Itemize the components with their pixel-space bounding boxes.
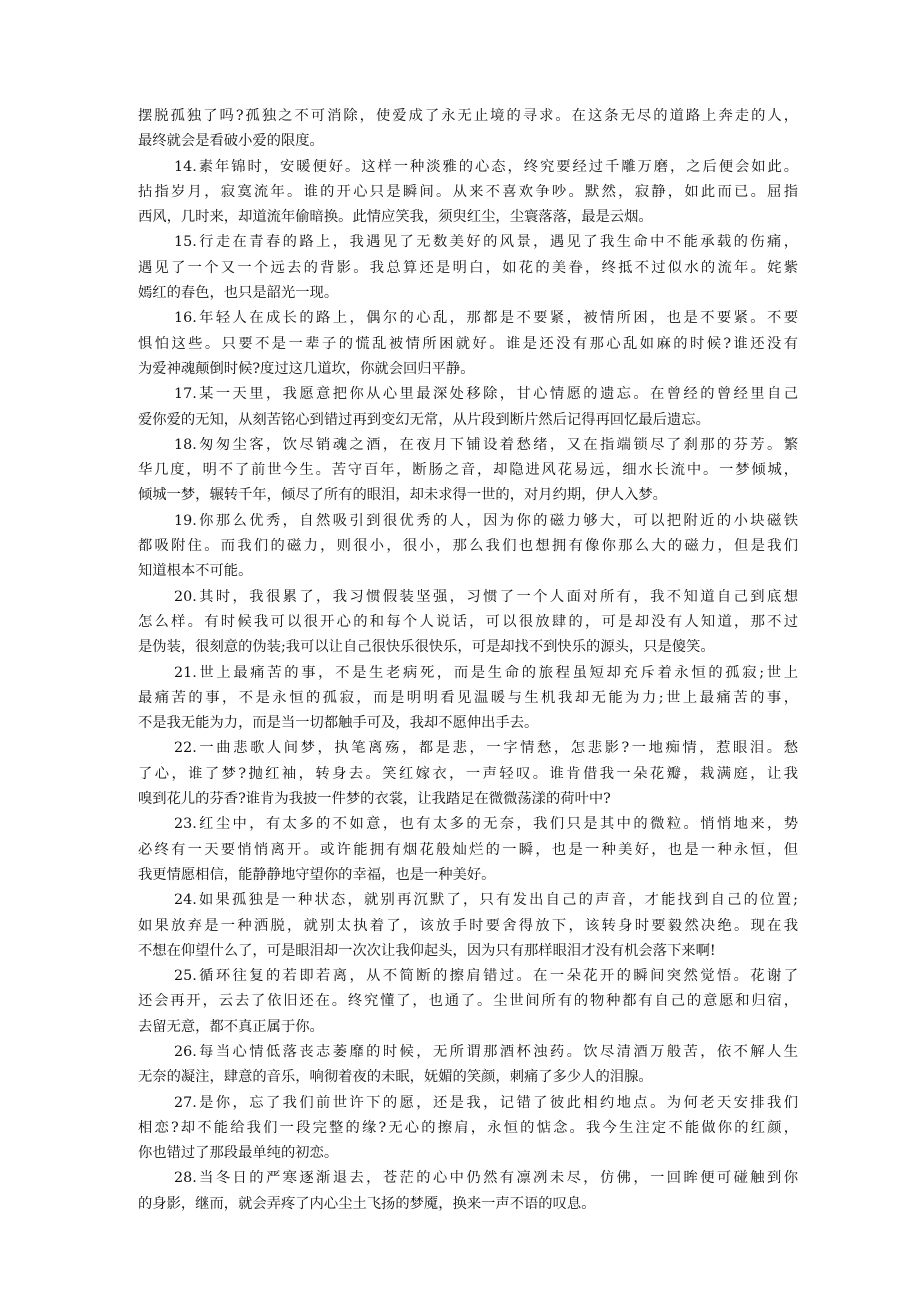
text-line: 的身影，继而，就会弄疼了内心尘土飞扬的梦魇，换来一声不语的叹息。 xyxy=(138,1195,596,1212)
text-line: 28.当冬日的严寒逐渐退去，苍茫的心中仍然有凛冽未尽，仿佛，一回眸便可碰触到你 xyxy=(174,1170,798,1187)
text-line: 21.世上最痛苦的事，不是生老病死，而是生命的旅程虽短却充斥着永恒的孤寂;世上 xyxy=(174,664,798,681)
text-line: 18.匆匆尘客，饮尽销魂之酒，在夜月下铺设着愁绪，又在指端锁尽了刹那的芬芳。繁 xyxy=(174,436,798,453)
text-line: 17.某一天里，我愿意把你从心里最深处移除，甘心情愿的遗忘。在曾经的曾经里自己 xyxy=(174,386,798,403)
text-line: 最痛苦的事，不是永恒的孤寂，而是明明看见温暖与生机我却无能为力;世上最痛苦的事， xyxy=(138,689,798,706)
text-line: 16.年轻人在成长的路上，偶尔的心乱，那都是不要紧，被情所困，也是不要紧。不要 xyxy=(174,310,798,327)
text-line: 去留无意，都不真正属于你。 xyxy=(138,1018,324,1035)
text-line: 20.其时，我很累了，我习惯假装坚强，习惯了一个人面对所有，我不知道自己到底想 xyxy=(174,588,798,605)
text-line: 惧怕这些。只要不是一辈子的慌乱被情所困就好。谁是还没有那心乱如麻的时候?谁还没有 xyxy=(138,335,798,352)
text-line: 了心，谁了梦?抛红袖，转身去。笑红嫁衣，一声轻叹。谁肯借我一朵花瓣，栽满庭，让我 xyxy=(138,765,798,782)
text-line: 倾城一梦，辗转千年，倾尽了所有的眼泪，却未求得一世的，对月约期，伊人入梦。 xyxy=(138,487,667,504)
text-line: 都吸附住。而我们的磁力，则很小，很小，那么我们也想拥有像你那么大的磁力，但是我们 xyxy=(138,538,798,555)
text-line: 19.你那么优秀，自然吸引到很优秀的人，因为你的磁力够大，可以把附近的小块磁铁 xyxy=(174,512,798,529)
text-line: 不是我无能为力，而是当一切都触手可及，我却不愿伸出手去。 xyxy=(138,715,539,732)
text-line: 相恋?却不能给我们一段完整的缘?无心的擦肩，永恒的惦念。我今生注定不能做你的红颜， xyxy=(138,1119,798,1136)
text-line: 摆脱孤独了吗?孤独之不可消除，使爱成了永无止境的寻求。在这条无尽的道路上奔走的人， xyxy=(138,108,798,124)
text-line: 23.红尘中，有太多的不如意，也有太多的无奈，我们只是其中的微粒。悄悄地来，势 xyxy=(174,816,798,833)
text-line: 我更情愿相信，能静静地守望你的幸福，也是一种美好。 xyxy=(138,866,496,883)
text-line: 无奈的凝注，肆意的音乐，响彻着夜的未眠，妩媚的笑颜，刺痛了多少人的泪腺。 xyxy=(138,1069,653,1086)
text-line: 24.如果孤独是一种状态，就别再沉默了，只有发出自己的声音，才能找到自己的位置; xyxy=(174,892,798,909)
text-line: 拈指岁月，寂寞流年。谁的开心只是瞬间。从来不喜欢争吵。默然，寂静，如此而已。屈指 xyxy=(138,183,798,200)
text-line: 怎么样。有时候我可以很开心的和每个人说话，可以很放肆的，可是却没有人知道，那不过 xyxy=(138,613,798,630)
text-line: 27.是你，忘了我们前世许下的愿，还是我，记错了彼此相约地点。为何老天安排我们 xyxy=(174,1094,798,1111)
text-line: 25.循环往复的若即若离，从不简断的擦肩错过。在一朵花开的瞬间突然觉悟。花谢了 xyxy=(174,968,798,985)
text-line: 是伪装，很刻意的伪装;我可以让自己很快乐很快乐，可是却找不到快乐的源头，只是傻笑。 xyxy=(138,639,715,656)
text-line: 如果放弃是一种洒脱，就别太执着了，该放手时要舍得放下，该转身时要毅然决绝。现在我 xyxy=(138,917,798,934)
document-body xyxy=(138,104,798,1217)
text-line: 嫣红的春色，也只是韶光一现。 xyxy=(138,285,339,302)
text-line: 爱你爱的无知，从刻苦铭心到错过再到变幻无常，从片段到断片然后记得再回忆最后遗忘。 xyxy=(138,411,710,428)
text-line: 最终就会是看破小爱的限度。 xyxy=(138,133,324,150)
text-line: 还会再开，云去了依旧还在。终究懂了，也通了。尘世间所有的物种都有自己的意愿和归宿， xyxy=(138,993,798,1010)
text-line: 遇见了一个又一个远去的背影。我总算还是明白，如花的美眷，终抵不过似水的流年。姹紫 xyxy=(138,259,798,276)
text-line: 必终有一天要悄悄离开。或许能拥有烟花般灿烂的一瞬，也是一种美好，也是一种永恒，但 xyxy=(138,841,798,858)
text-line: 为爱神魂颠倒时候?度过这几道坎，你就会回归平静。 xyxy=(138,360,475,377)
text-line: 西风，几时来，却道流年偷暗换。此情应笑我，须臾红尘，尘寰落落，最是云烟。 xyxy=(138,209,653,226)
text-line: 26.每当心情低落丧志萎靡的时候，无所谓那酒杯浊药。饮尽清酒万般苦，依不解人生 xyxy=(174,1043,798,1060)
text-line: 22.一曲悲歌人间梦，执笔离殇，都是悲，一字情愁，怎悲影?一地痴情，惹眼泪。愁 xyxy=(174,740,798,757)
text-line: 不想在仰望什么了，可是眼泪却一次次让我仰起头，因为只有那样眼泪才没有机会落下来啊! xyxy=(138,942,716,959)
text-line: 华几度，明不了前世今生。苦守百年，断肠之音，却隐进风花易远，细水长流中。一梦倾城， xyxy=(138,462,798,479)
text-line: 嗅到花儿的芬香?谁肯为我披一件梦的衣裳，让我踏足在微微荡漾的荷叶中? xyxy=(138,791,611,808)
text-line: 你也错过了那段最单纯的初恋。 xyxy=(138,1145,339,1162)
text-line: 14.素年锦时，安暖便好。这样一种淡雅的心态，终究要经过千雕万磨，之后便会如此。 xyxy=(174,158,798,175)
text-line: 知道根本不可能。 xyxy=(138,563,253,580)
text-line: 15.行走在青春的路上，我遇见了无数美好的风景，遇见了我生命中不能承载的伤痛， xyxy=(174,234,798,251)
